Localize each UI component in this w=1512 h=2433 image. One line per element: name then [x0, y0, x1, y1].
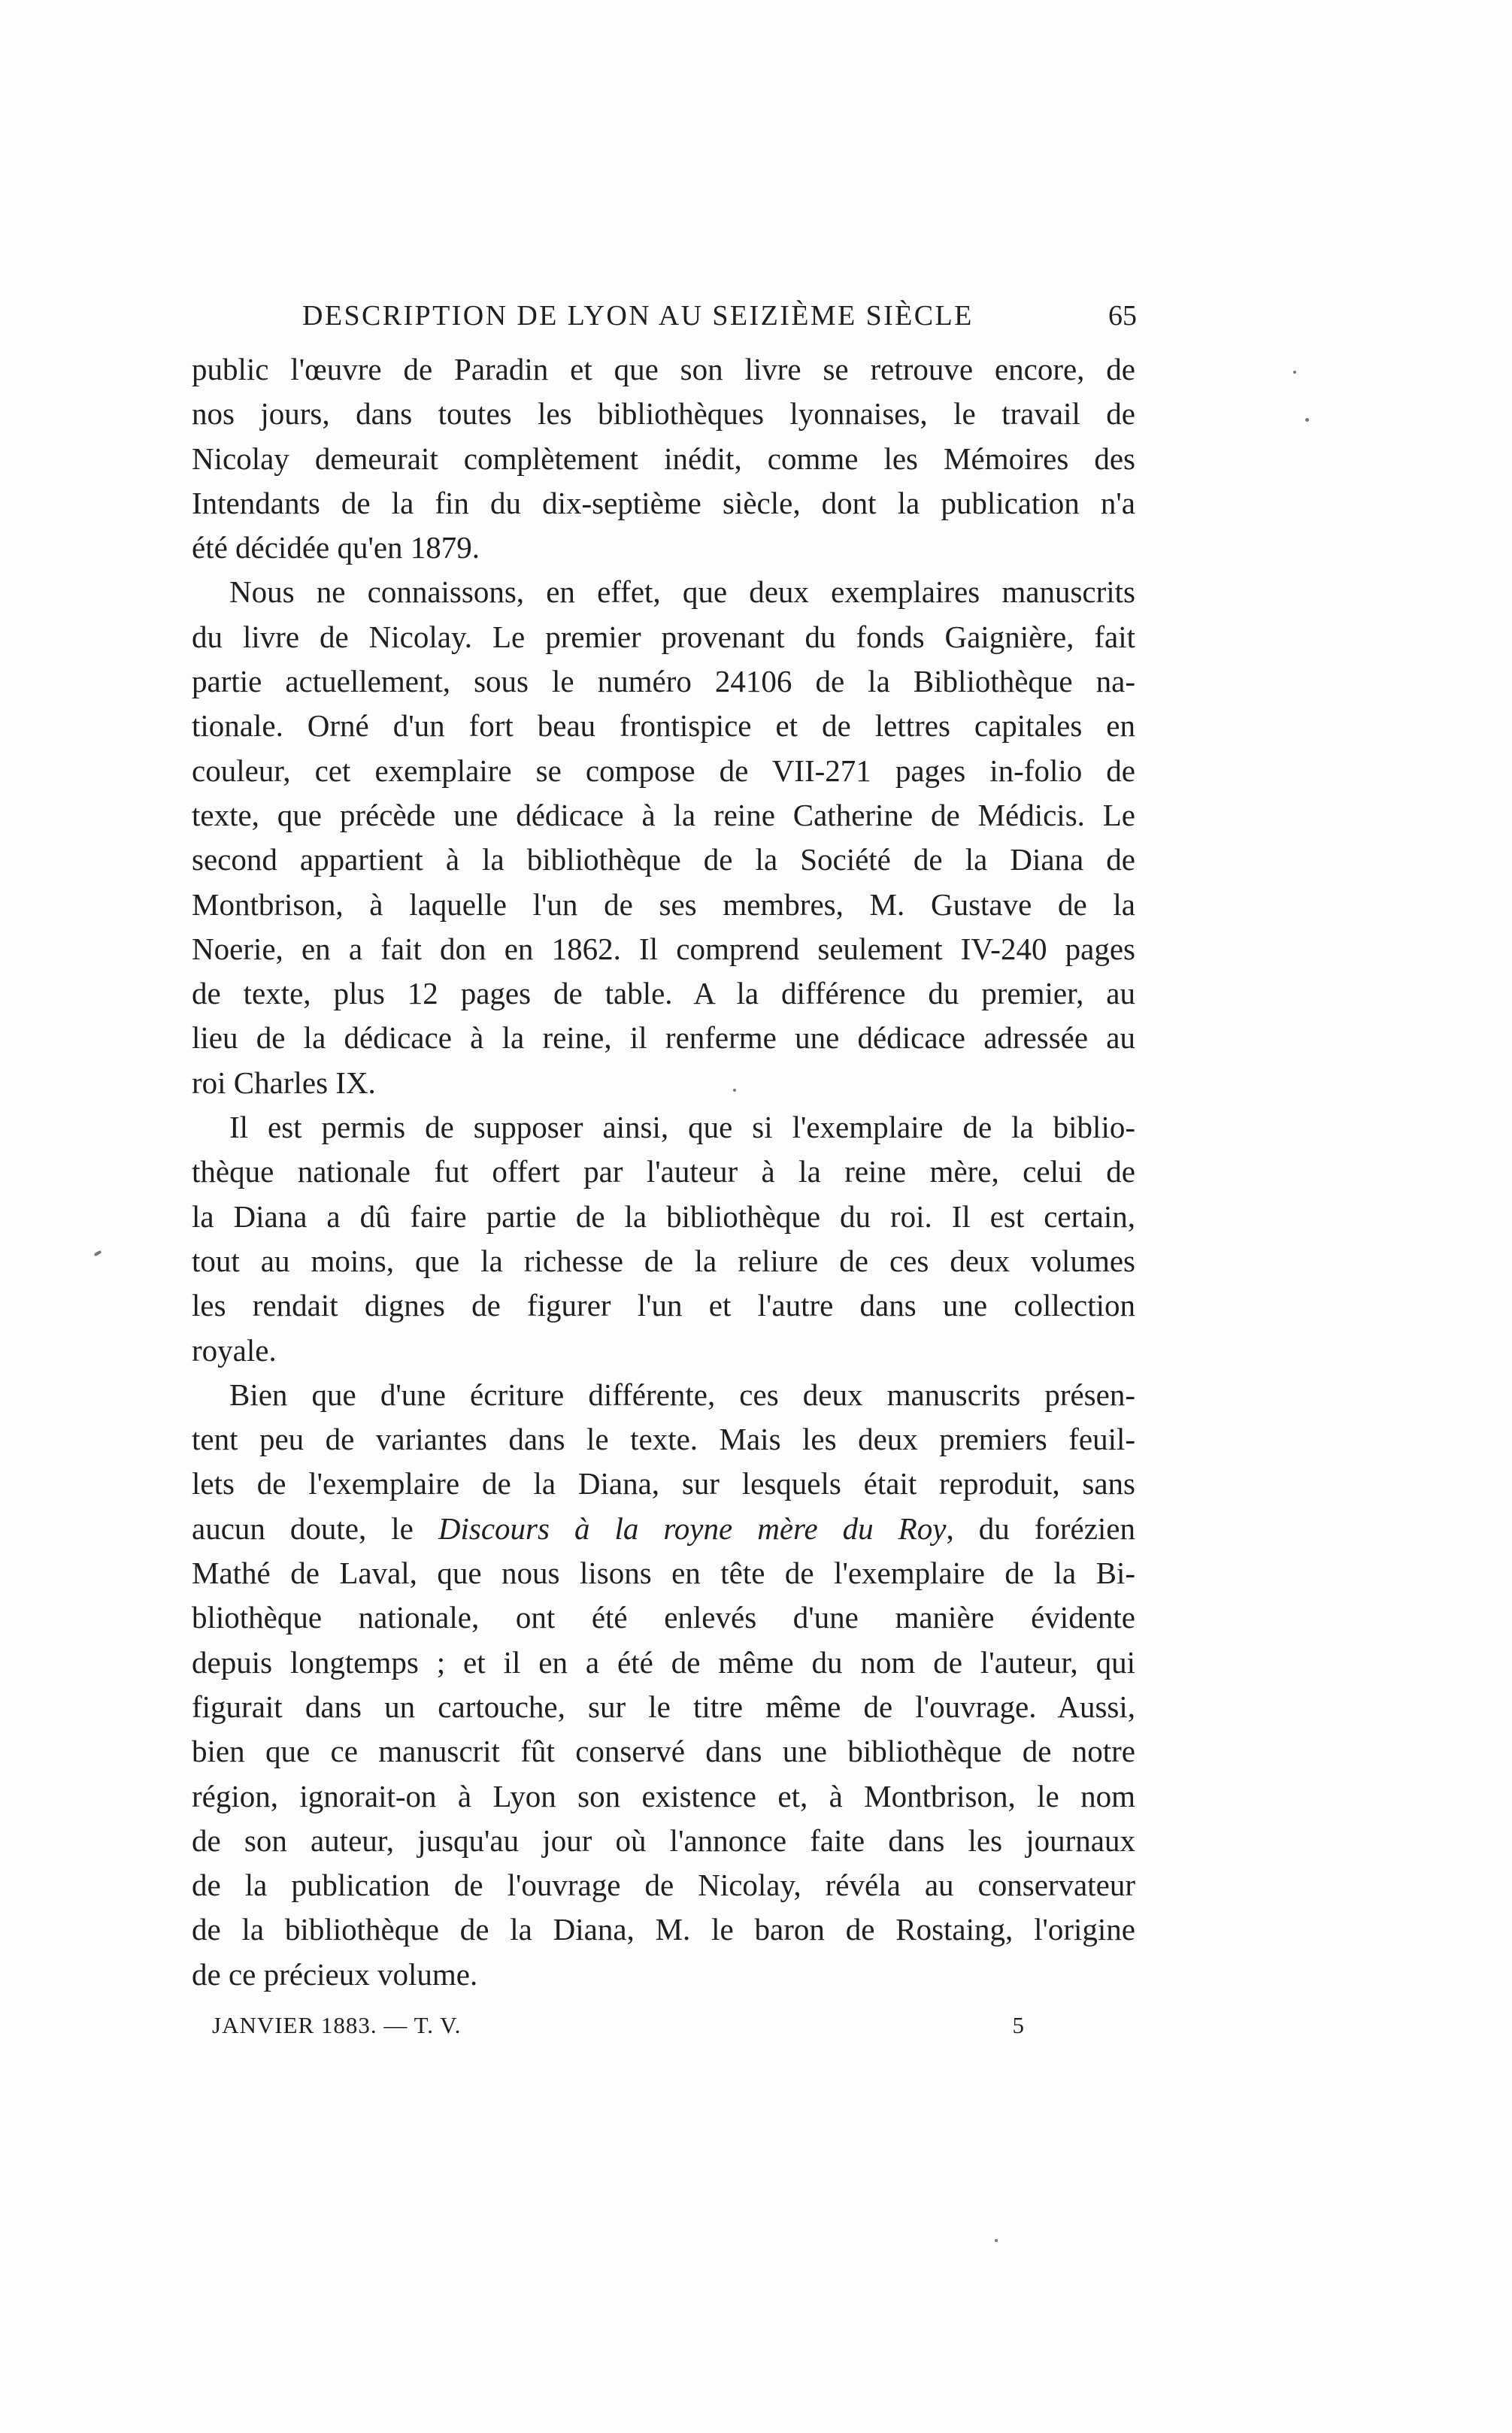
footer: [212, 2012, 1024, 2050]
text-line: public l'œuvre de Paradin et que son livre se retrouve encore, de: [192, 352, 1135, 386]
text-line: nos jours, dans toutes les bibliothèques lyonnaises, le travail de: [192, 396, 1135, 432]
text-line: la Diana a dû faire partie de la bibliothèque du roi. Il est certain,: [192, 1198, 1135, 1234]
signature-mark: 5: [1012, 2012, 1024, 2038]
text-line: Intendants de la fin du dix-septième siècle, dont la publication n'a: [192, 485, 1135, 520]
text-line: second appartient à la bibliothèque de la Société de la Diana de: [192, 842, 1135, 877]
text-line: partie actuellement, sous le numéro 24106 de la Bibliothèque na-: [192, 664, 1135, 699]
text-line: couleur, cet exemplaire se compose de VII-271 pages in-folio de: [192, 753, 1135, 788]
text-line: Mathé de Laval, que nous lisons en tête de l'exemplaire de la Bi-: [192, 1556, 1135, 1591]
text-line: Montbrison, à laquelle l'un de ses membres, M. Gustave de la: [192, 886, 1135, 922]
line-start: aucun doute, le: [192, 1510, 414, 1546]
text-line: roi Charles IX.: [192, 1065, 376, 1100]
text-line: depuis longtemps ; et il en a été de même du nom de l'auteur, qui: [192, 1644, 1135, 1680]
paper-speck: [94, 1250, 102, 1256]
text-line: Nicolay demeurait complètement inédit, comme les Mémoires des: [192, 441, 1135, 476]
text-line: Il est permis de supposer ainsi, que si l'exemplaire de la biblio-: [229, 1110, 1135, 1145]
text-line: tionale. Orné d'un fort beau frontispice et de lettres capitales en: [192, 708, 1135, 744]
text-line: tout au moins, que la richesse de la reliure de ces deux volumes: [192, 1243, 1135, 1278]
text-line: les rendait dignes de figurer l'un et l'autre dans une collection: [192, 1288, 1135, 1323]
text-line: du livre de Nicolay. Le premier provenant du fonds Gaignière, fait: [192, 619, 1135, 654]
text-line: lets de l'exemplaire de la Diana, sur lesquels était reproduit, sans: [192, 1466, 1135, 1501]
paper-speck: [1305, 418, 1309, 422]
footer-date: JANVIER 1883. — T. V.: [212, 2012, 462, 2038]
text-line: de texte, plus 12 pages de table. A la différence du premier, au: [192, 976, 1135, 1011]
paper-speck: [1293, 371, 1296, 374]
line-end: , du forézien: [946, 1510, 1136, 1546]
text-line: bliothèque nationale, ont été enlevés d'une manière évidente: [192, 1600, 1135, 1635]
text-line: été décidée qu'en 1879.: [192, 530, 480, 565]
paper-speck: [733, 1089, 736, 1092]
text-line: Noerie, en a fait don en 1862. Il comprend seulement IV-240 pages: [192, 931, 1135, 966]
text-line: Nous ne connaissons, en effet, que deux exemplaires manuscrits: [229, 574, 1135, 610]
text-line: région, ignorait-on à Lyon son existence et, à Montbrison, le nom: [192, 1778, 1135, 1813]
paper-speck: [995, 2239, 998, 2242]
text-line: tent peu de variantes dans le texte. Mais les deux premiers feuil-: [192, 1422, 1135, 1457]
italic-title: Discours à la royne mère du Roy: [438, 1510, 947, 1546]
text-line: Bien que d'une écriture différente, ces deux manuscrits présen-: [229, 1377, 1135, 1412]
text-line: thèque nationale fut offert par l'auteur à la reine mère, celui de: [192, 1154, 1135, 1189]
text-line: lieu de la dédicace à la reine, il renferme une dédicace adressée au: [192, 1020, 1135, 1056]
text-line: texte, que précède une dédicace à la reine Catherine de Médicis. Le: [192, 797, 1135, 832]
text-line: figurait dans un cartouche, sur le titre même de l'ouvrage. Aussi,: [192, 1689, 1135, 1724]
text-line: royale.: [192, 1332, 277, 1368]
body-text: [192, 347, 1135, 1997]
text-line: de son auteur, jusqu'au jour où l'annonce faite dans les journaux: [192, 1822, 1135, 1858]
text-line: de la bibliothèque de la Diana, M. le baron de Rostaing, l'origine: [192, 1912, 1135, 1947]
page-number: 65: [1108, 300, 1137, 332]
text-line: bien que ce manuscrit fût conservé dans une bibliothèque de notre: [192, 1734, 1135, 1769]
text-line: de la publication de l'ouvrage de Nicolay, révéla au conservateur: [192, 1868, 1135, 1903]
text-line: [192, 1507, 1135, 1551]
running-head: [302, 299, 1137, 337]
running-title: DESCRIPTION DE LYON AU SEIZIÈME SIÈCLE: [302, 300, 974, 332]
text-line: de ce précieux volume.: [192, 1956, 478, 1992]
